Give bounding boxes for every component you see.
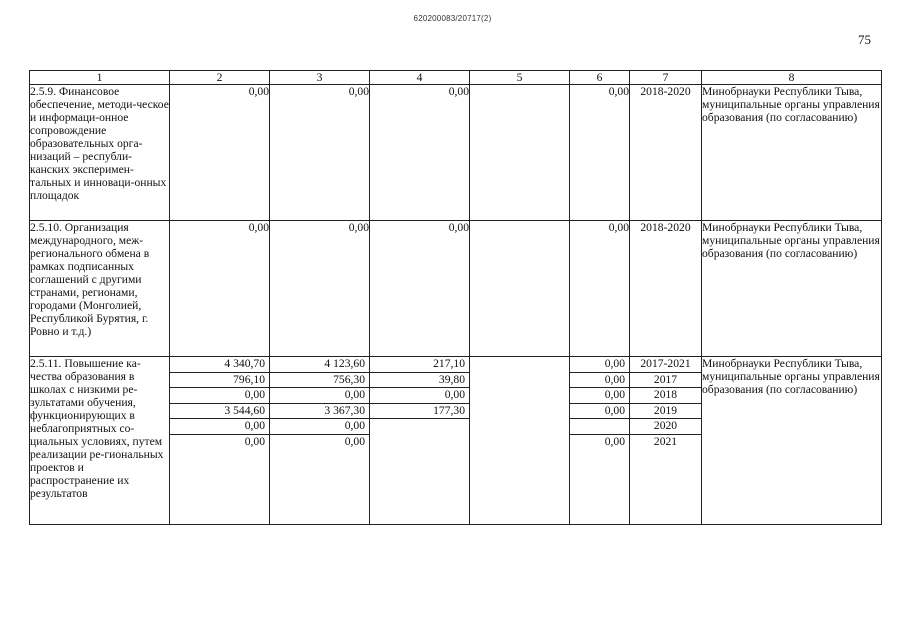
other-sources-cell: 0,00: [570, 85, 630, 221]
table-row: [30, 221, 882, 357]
header-cell: 1: [30, 71, 170, 85]
period-cell: 2018-2020: [630, 85, 702, 221]
header-cell: 6: [570, 71, 630, 85]
header-cell: 4: [370, 71, 470, 85]
value: [570, 419, 629, 435]
executor-cell: Минобрнауки Республики Тыва, муниципальные органы управления образования (по согласованию): [702, 357, 882, 525]
local-budget-cell: [470, 85, 570, 221]
value: 4 340,70: [170, 357, 269, 373]
other-sources-cell: 0,00: [570, 221, 630, 357]
executor-cell: Минобрнауки Республики Тыва, муниципальные органы управления образования (по согласованию): [702, 85, 882, 221]
table-row: [30, 85, 882, 221]
value: 39,80: [370, 373, 469, 389]
other-sources-cell: [570, 357, 630, 525]
value: 0,00: [270, 388, 369, 404]
year: 2019: [630, 404, 701, 420]
year: 2018: [630, 388, 701, 404]
local-budget-cell: [470, 357, 570, 525]
value: 3 544,60: [170, 404, 269, 420]
total-cell: 0,00: [170, 85, 270, 221]
value: 0,00: [244, 434, 265, 448]
value: 0,00: [570, 357, 629, 373]
regional-budget-cell: [270, 357, 370, 525]
header-cell: 2: [170, 71, 270, 85]
period-cell: 2018-2020: [630, 221, 702, 357]
local-budget-cell: [470, 221, 570, 357]
value: 0,00: [570, 373, 629, 389]
value: 0,00: [570, 388, 629, 404]
header-cell: 7: [630, 71, 702, 85]
page-number: 75: [858, 32, 871, 47]
value: 0,00: [270, 419, 369, 435]
measure-description: 2.5.10. Организация международного, меж-регионального обмена в рамках подписанных соглашений с другими странами, регионами, городами (Монголией, Республикой Бурятия, г. Ровно и т.д.): [30, 221, 170, 357]
header-cell: 8: [702, 71, 882, 85]
executor-cell: Минобрнауки Республики Тыва, муниципальные органы управления образования (по согласованию): [702, 221, 882, 357]
measure-description: 2.5.9. Финансовое обеспечение, методи-ческое и информаци-онное сопровождение образовательных орга-низаций – республи-канских эксперимен-тальных и инноваци-онных площадок: [30, 85, 170, 221]
regional-budget-cell: 0,00: [270, 221, 370, 357]
table-row: [30, 357, 882, 525]
header-row: [30, 71, 882, 85]
value: 0,00: [170, 388, 269, 404]
period-cell: [630, 357, 702, 525]
value: 3 367,30: [270, 404, 369, 420]
federal-budget-cell: 0,00: [370, 221, 470, 357]
year: 2021: [653, 434, 678, 448]
year: 2017-2021: [630, 357, 701, 373]
value: 4 123,60: [270, 357, 369, 373]
value: 756,30: [270, 373, 369, 389]
value: 0,00: [604, 434, 625, 448]
value: 0,00: [170, 419, 269, 435]
header-cell: 3: [270, 71, 370, 85]
regional-budget-cell: 0,00: [270, 85, 370, 221]
measure-description: 2.5.11. Повышение ка-чества образования в школах с низкими ре-зультатами обучения, функционирующих в неблагоприятных со-циальных условиях, путем реализации ре-гиональных проектов и распространение их результатов: [30, 357, 170, 525]
year: 2020: [630, 419, 701, 435]
value: [370, 419, 469, 434]
total-cell: [170, 357, 270, 525]
program-table: [29, 70, 882, 525]
value: 217,10: [370, 357, 469, 373]
value: 796,10: [170, 373, 269, 389]
value: 177,30: [370, 404, 469, 420]
federal-budget-cell: [370, 357, 470, 525]
value: 0,00: [570, 404, 629, 420]
total-cell: 0,00: [170, 221, 270, 357]
value: 0,00: [370, 388, 469, 404]
federal-budget-cell: 0,00: [370, 85, 470, 221]
year: 2017: [630, 373, 701, 389]
document-id: 620200083/20717(2): [413, 14, 492, 23]
header-cell: 5: [470, 71, 570, 85]
value: 0,00: [344, 434, 365, 448]
